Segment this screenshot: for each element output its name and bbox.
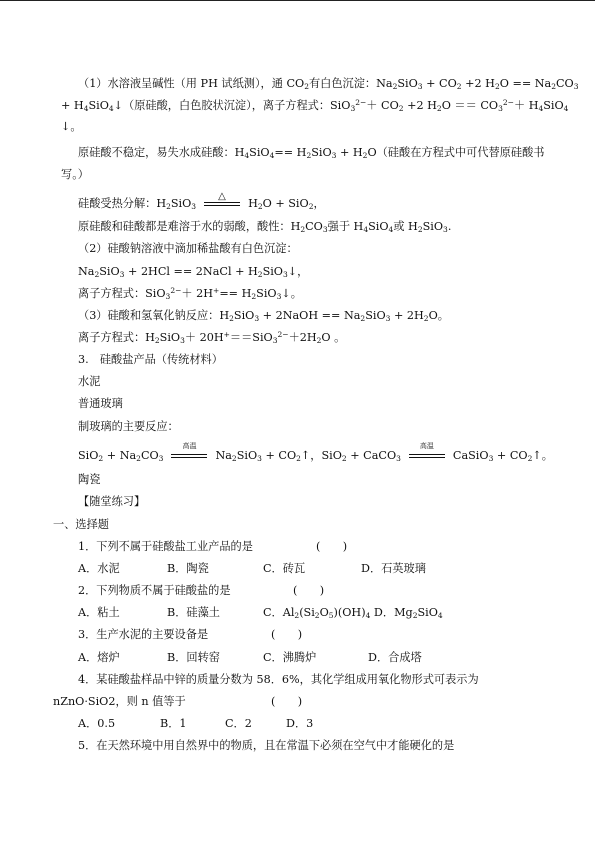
reaction-arrow: 高温 <box>407 449 447 463</box>
question-stem: 5．在天然环境中用自然界中的物质，且在常温下必须在空气中才能硬化的是 <box>78 739 455 752</box>
option-a: A．水泥 <box>78 562 120 575</box>
text-line: + $H_4SiO_4↓$（原硅酸，白色胶状沉淀），离子方程式：$SiO_3^{2-}+ CO_2 +2$ $H_2O == CO_3^{2-}+ H_4SiO_4$ <box>61 98 569 113</box>
text-line: 离子方程式：$SiO_3^{2-}+ 2H^+== H_2SiO_3↓$。 <box>78 286 302 301</box>
option-d: D．3 <box>286 717 314 730</box>
option-c: C．砖瓦 <box>263 562 306 575</box>
section-heading: 一、选择题 <box>53 518 109 531</box>
text-line: $Na_2SiO_3 + 2HCl$ == 2NaCl + $H_2SiO_3↓$， <box>78 265 309 279</box>
question-stem: 3．生产水泥的主要设备是 <box>78 628 209 641</box>
text-line: $SiO_2 + Na_2CO_3$ 高温 $Na_2SiO_3$ + $CO_2↑$，SiO$_2$ + CaCO$_3$ 高温 CaSiO$_3$ + $CO_2↑$。 <box>78 442 553 463</box>
option-a: A．粘土 <box>78 606 120 619</box>
option-b: B．1 <box>160 717 187 730</box>
question-stem: 2．下列物质不属于硅酸盐的是 <box>78 584 231 597</box>
question-stem: 4．某硅酸盐样品中锌的质量分数为 58．6%，其化学组成用氧化物形式可表示为 <box>78 673 479 686</box>
text-line: 写。） <box>61 168 89 181</box>
reaction-arrow: △ <box>202 197 242 211</box>
option-b: B．陶瓷 <box>167 562 209 575</box>
option-c: C．$Al_2(Si_2O_5)(OH)_4$ D．$Mg_2SiO_4$ <box>263 606 443 620</box>
option-d: D．石英玻璃 <box>361 562 426 575</box>
option-c: C．2 <box>225 717 252 730</box>
text-line: 制玻璃的主要反应： <box>78 420 179 433</box>
option-b: B．硅藻土 <box>167 606 220 619</box>
exercise-heading: 【随堂练习】 <box>78 495 146 508</box>
text-line: 水泥 <box>78 375 101 388</box>
text-line: 陶瓷 <box>78 473 101 486</box>
text-line: 普通玻璃 <box>78 397 123 410</box>
text-line: （3）硅酸和氢氧化钠反应：$H_2SiO_3$ + 2NaOH == $Na_2SiO_3 + 2H_2O$。 <box>78 309 449 323</box>
answer-paren: ( ) <box>293 584 325 597</box>
question-stem: nZnO·SiO2，则 n 值等于 <box>53 695 186 708</box>
answer-paren: ( ) <box>271 695 303 708</box>
header-rule <box>0 0 595 1</box>
option-c: C．沸腾炉 <box>263 651 317 664</box>
text-line: 原硅酸和硅酸都是难溶于水的弱酸，酸性：$H_2CO_3$强于 $H_4SiO_4$或 $H_2SiO_3$. <box>78 220 452 234</box>
text-line: 原硅酸不稳定，易失水成硅酸：$H_4SiO_4== H_2SiO_3 + H_2O$（硅酸在方程式中可代替原硅酸书 <box>78 146 545 160</box>
text-line: ↓。 <box>61 120 82 133</box>
answer-paren: ( ) <box>271 628 303 641</box>
text-line: （2）硅酸钠溶液中滴加稀盐酸有白色沉淀： <box>78 242 298 255</box>
text-line: （1）水溶液呈碱性（用 PH 试纸测），通 $CO_2$有白色沉淀：$Na_2SiO_3 + CO_2 +2$ $H_2O == Na_2CO_3$ <box>78 77 579 91</box>
text-line: 离子方程式：$H_2SiO_3+ 20H^+==SiO_3^{2-}+2H_2O$ 。 <box>78 330 346 345</box>
option-a: A．熔炉 <box>78 651 120 664</box>
question-stem: 1．下列不属于硅酸盐工业产品的是 <box>78 540 253 553</box>
option-d: D．合成塔 <box>368 651 422 664</box>
option-a: A．0.5 <box>78 717 116 730</box>
option-b: B．回转窑 <box>167 651 220 664</box>
section-heading: 3. 硅酸盐产品（传统材料） <box>78 353 223 366</box>
answer-paren: ( ) <box>316 540 348 553</box>
reaction-arrow: 高温 <box>169 449 209 463</box>
text-line: 硅酸受热分解：$H_2SiO_3$ △ $H_2O + SiO_2$， <box>78 191 325 211</box>
